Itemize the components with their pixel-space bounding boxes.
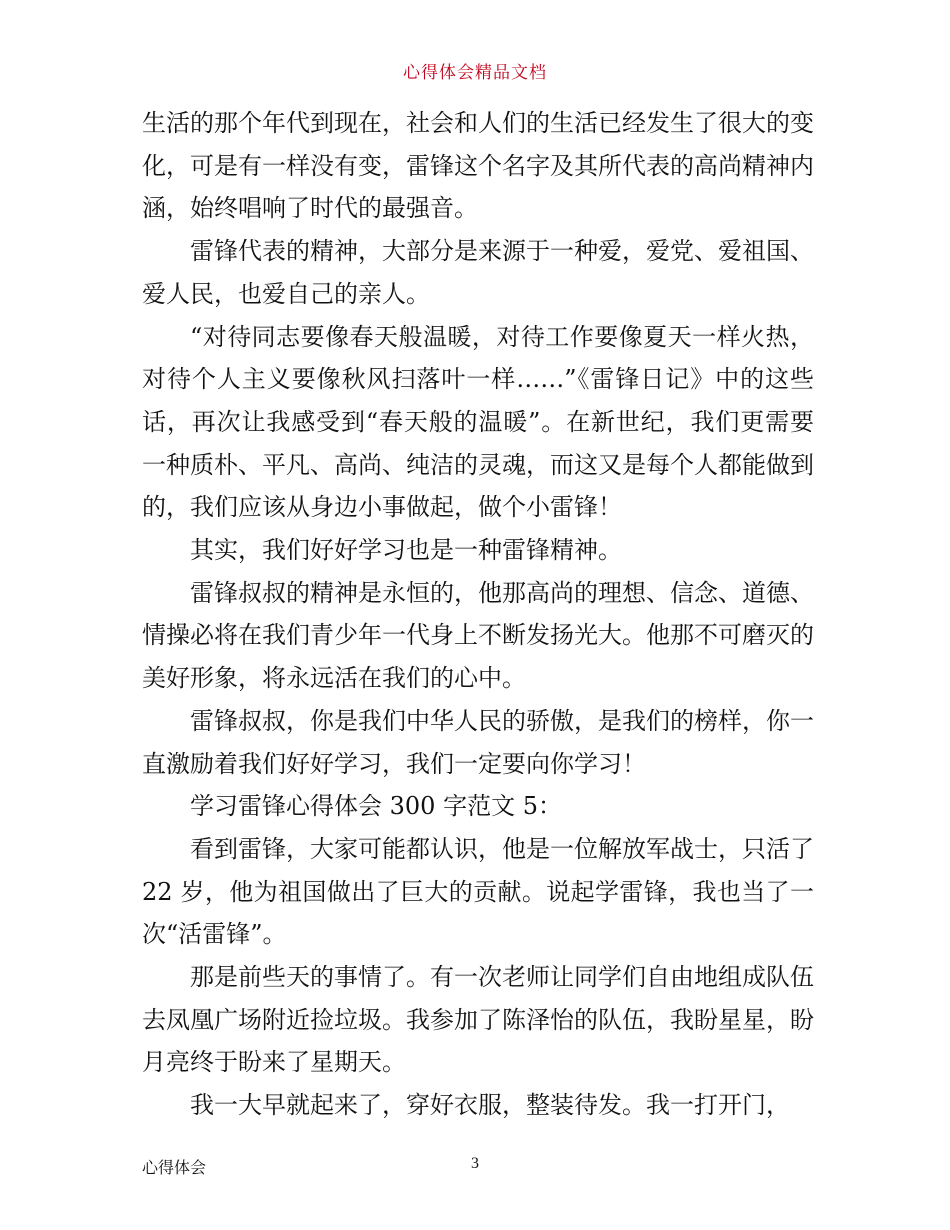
document-body [142, 102, 814, 1127]
paragraph-2: 雷锋代表的精神，大部分是来源于一种爱，爱党、爱祖国、爱人民，也爱自己的亲人。 [142, 237, 814, 308]
page-number: 3 [471, 1155, 479, 1172]
paragraph-1: 生活的那个年代到现在，社会和人们的生活已经发生了很大的变化，可是有一样没有变，雷锋这个名字及其所代表的高尚精神内涵，始终唱响了时代的最强音。 [142, 109, 814, 223]
paragraph-3: “对待同志要像春天般温暖，对待工作要像夏天一样火热，对待个人主义要像秋风扫落叶一样……”《雷锋日记》中的这些话，再次让我感受到“春天般的温暖”。在新世纪，我们更需要一种质朴、平凡、高尚、纯洁的灵魂，而这又是每个人都能做到的，我们应该从身边小事做起，做个小雷锋！ [142, 322, 814, 522]
paragraph-9: 我一大早就起来了，穿好衣服，整装待发。我一打开门， [190, 1091, 790, 1120]
section-heading: 学习雷锋心得体会 300 字范文 5： [190, 792, 562, 821]
paragraph-7: 看到雷锋，大家可能都认识，他是一位解放军战士，只活了 22 岁，他为祖国做出了巨大的贡献。说起学雷锋，我也当了一次“活雷锋”。 [142, 834, 814, 949]
paragraph-6: 雷锋叔叔，你是我们中华人民的骄傲，是我们的榜样，你一直激励着我们好好学习，我们一定要向你学习！ [142, 706, 814, 778]
paragraph-5: 雷锋叔叔的精神是永恒的，他那高尚的理想、信念、道德、情操必将在我们青少年一代身上不断发扬光大。他那不可磨灭的美好形象，将永远活在我们的心中。 [142, 578, 814, 693]
paragraph-8: 那是前些天的事情了。有一次老师让同学们自由地组成队伍去凤凰广场附近捡垃圾。我参加了陈泽怡的队伍，我盼星星，盼月亮终于盼来了星期天。 [142, 963, 814, 1077]
footer-label: 心得体会 [142, 1158, 207, 1177]
paragraph-4: 其实，我们好好学习也是一种雷锋精神。 [190, 536, 622, 565]
page-header-title: 心得体会精品文档 [403, 63, 547, 83]
